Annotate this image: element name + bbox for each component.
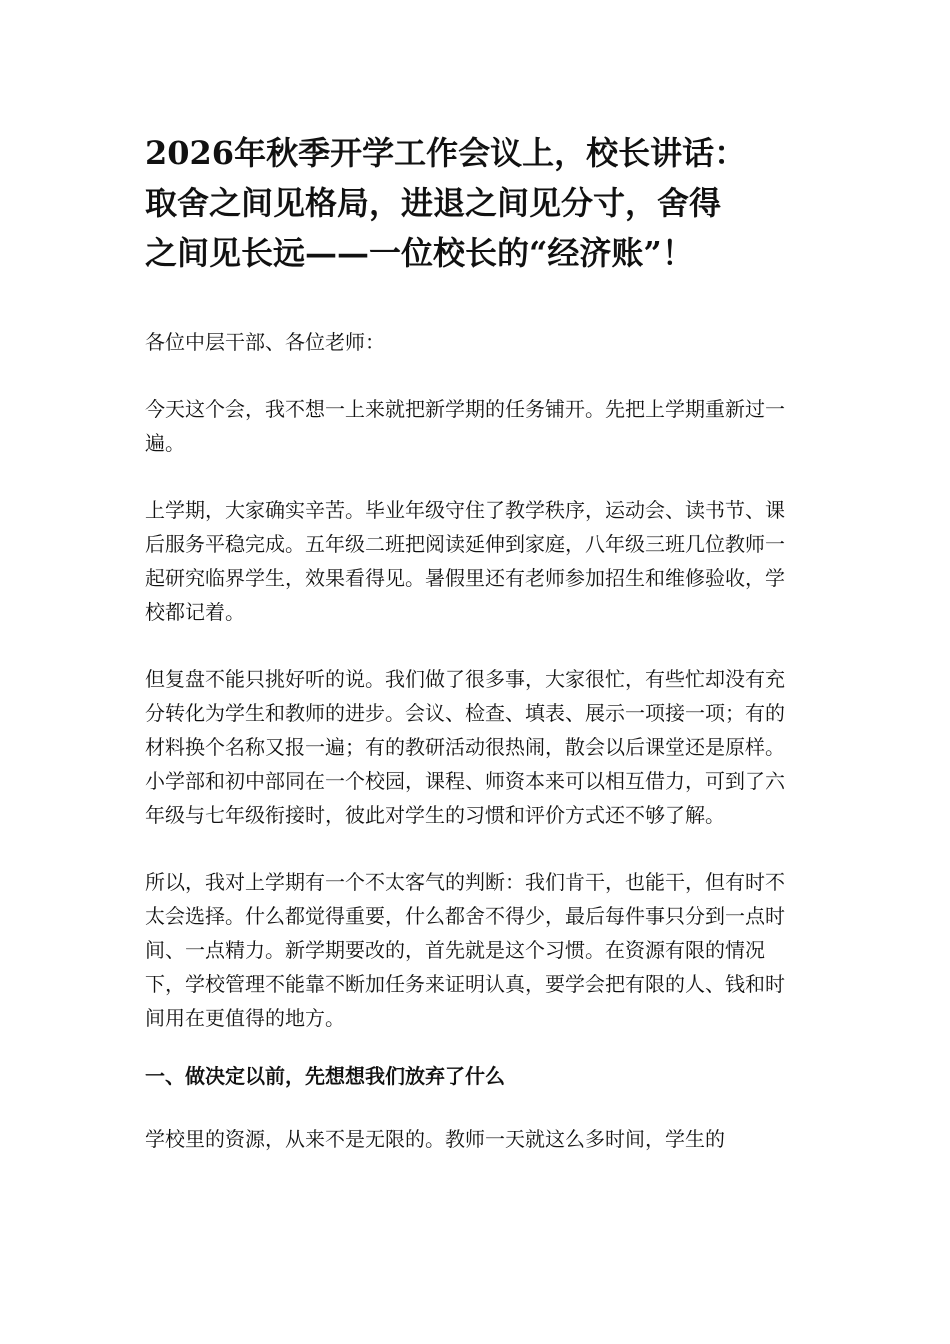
greeting: 各位中层干部、各位老师：	[145, 330, 385, 354]
section-heading: 一、做决定以前，先想想我们放弃了什么	[145, 1064, 505, 1088]
paragraph: 所以，我对上学期有一个不太客气的判断：我们肯干，也能干，但有时不太会选择。什么都觉得重要，什么都舍不得少，最后每件事只分到一点时间、一点精力。新学期要改的，首先就是这个习惯。在资源有限的情况下，学校管理不能靠不断加任务来证明认真，要学会把有限的人、钱和时间用在更值得的地方。	[145, 870, 785, 1030]
paragraph: 今天这个会，我不想一上来就把新学期的任务铺开。先把上学期重新过一遍。	[145, 397, 785, 455]
paragraph: 但复盘不能只挑好听的说。我们做了很多事，大家很忙，有些忙却没有充分转化为学生和教师的进步。会议、检查、填表、展示一项接一项；有的材料换个名称又报一遍；有的教研活动很热闹，散会以后课堂还是原样。小学部和初中部同在一个校园，课程、师资本来可以相互借力，可到了六年级与七年级衔接时，彼此对学生的习惯和评价方式还不够了解。	[145, 667, 785, 827]
document-title	[145, 128, 801, 278]
section-paragraph: 学校里的资源，从来不是无限的。教师一天就这么多时间，学生的	[145, 1127, 725, 1151]
title-line: 2026年秋季开学工作会议上，校长讲话：	[145, 134, 747, 172]
document-page	[145, 128, 801, 1156]
title-line: 之间见长远——一位校长的“经济账”！	[145, 234, 694, 272]
paragraph: 上学期，大家确实辛苦。毕业年级守住了教学秩序，运动会、读书节、课后服务平稳完成。五年级二班把阅读延伸到家庭，八年级三班几位教师一起研究临界学生，效果看得见。暑假里还有老师参加招生和维修验收，学校都记着。	[145, 498, 785, 624]
title-line: 取舍之间见格局，进退之间见分寸，舍得	[145, 184, 722, 222]
